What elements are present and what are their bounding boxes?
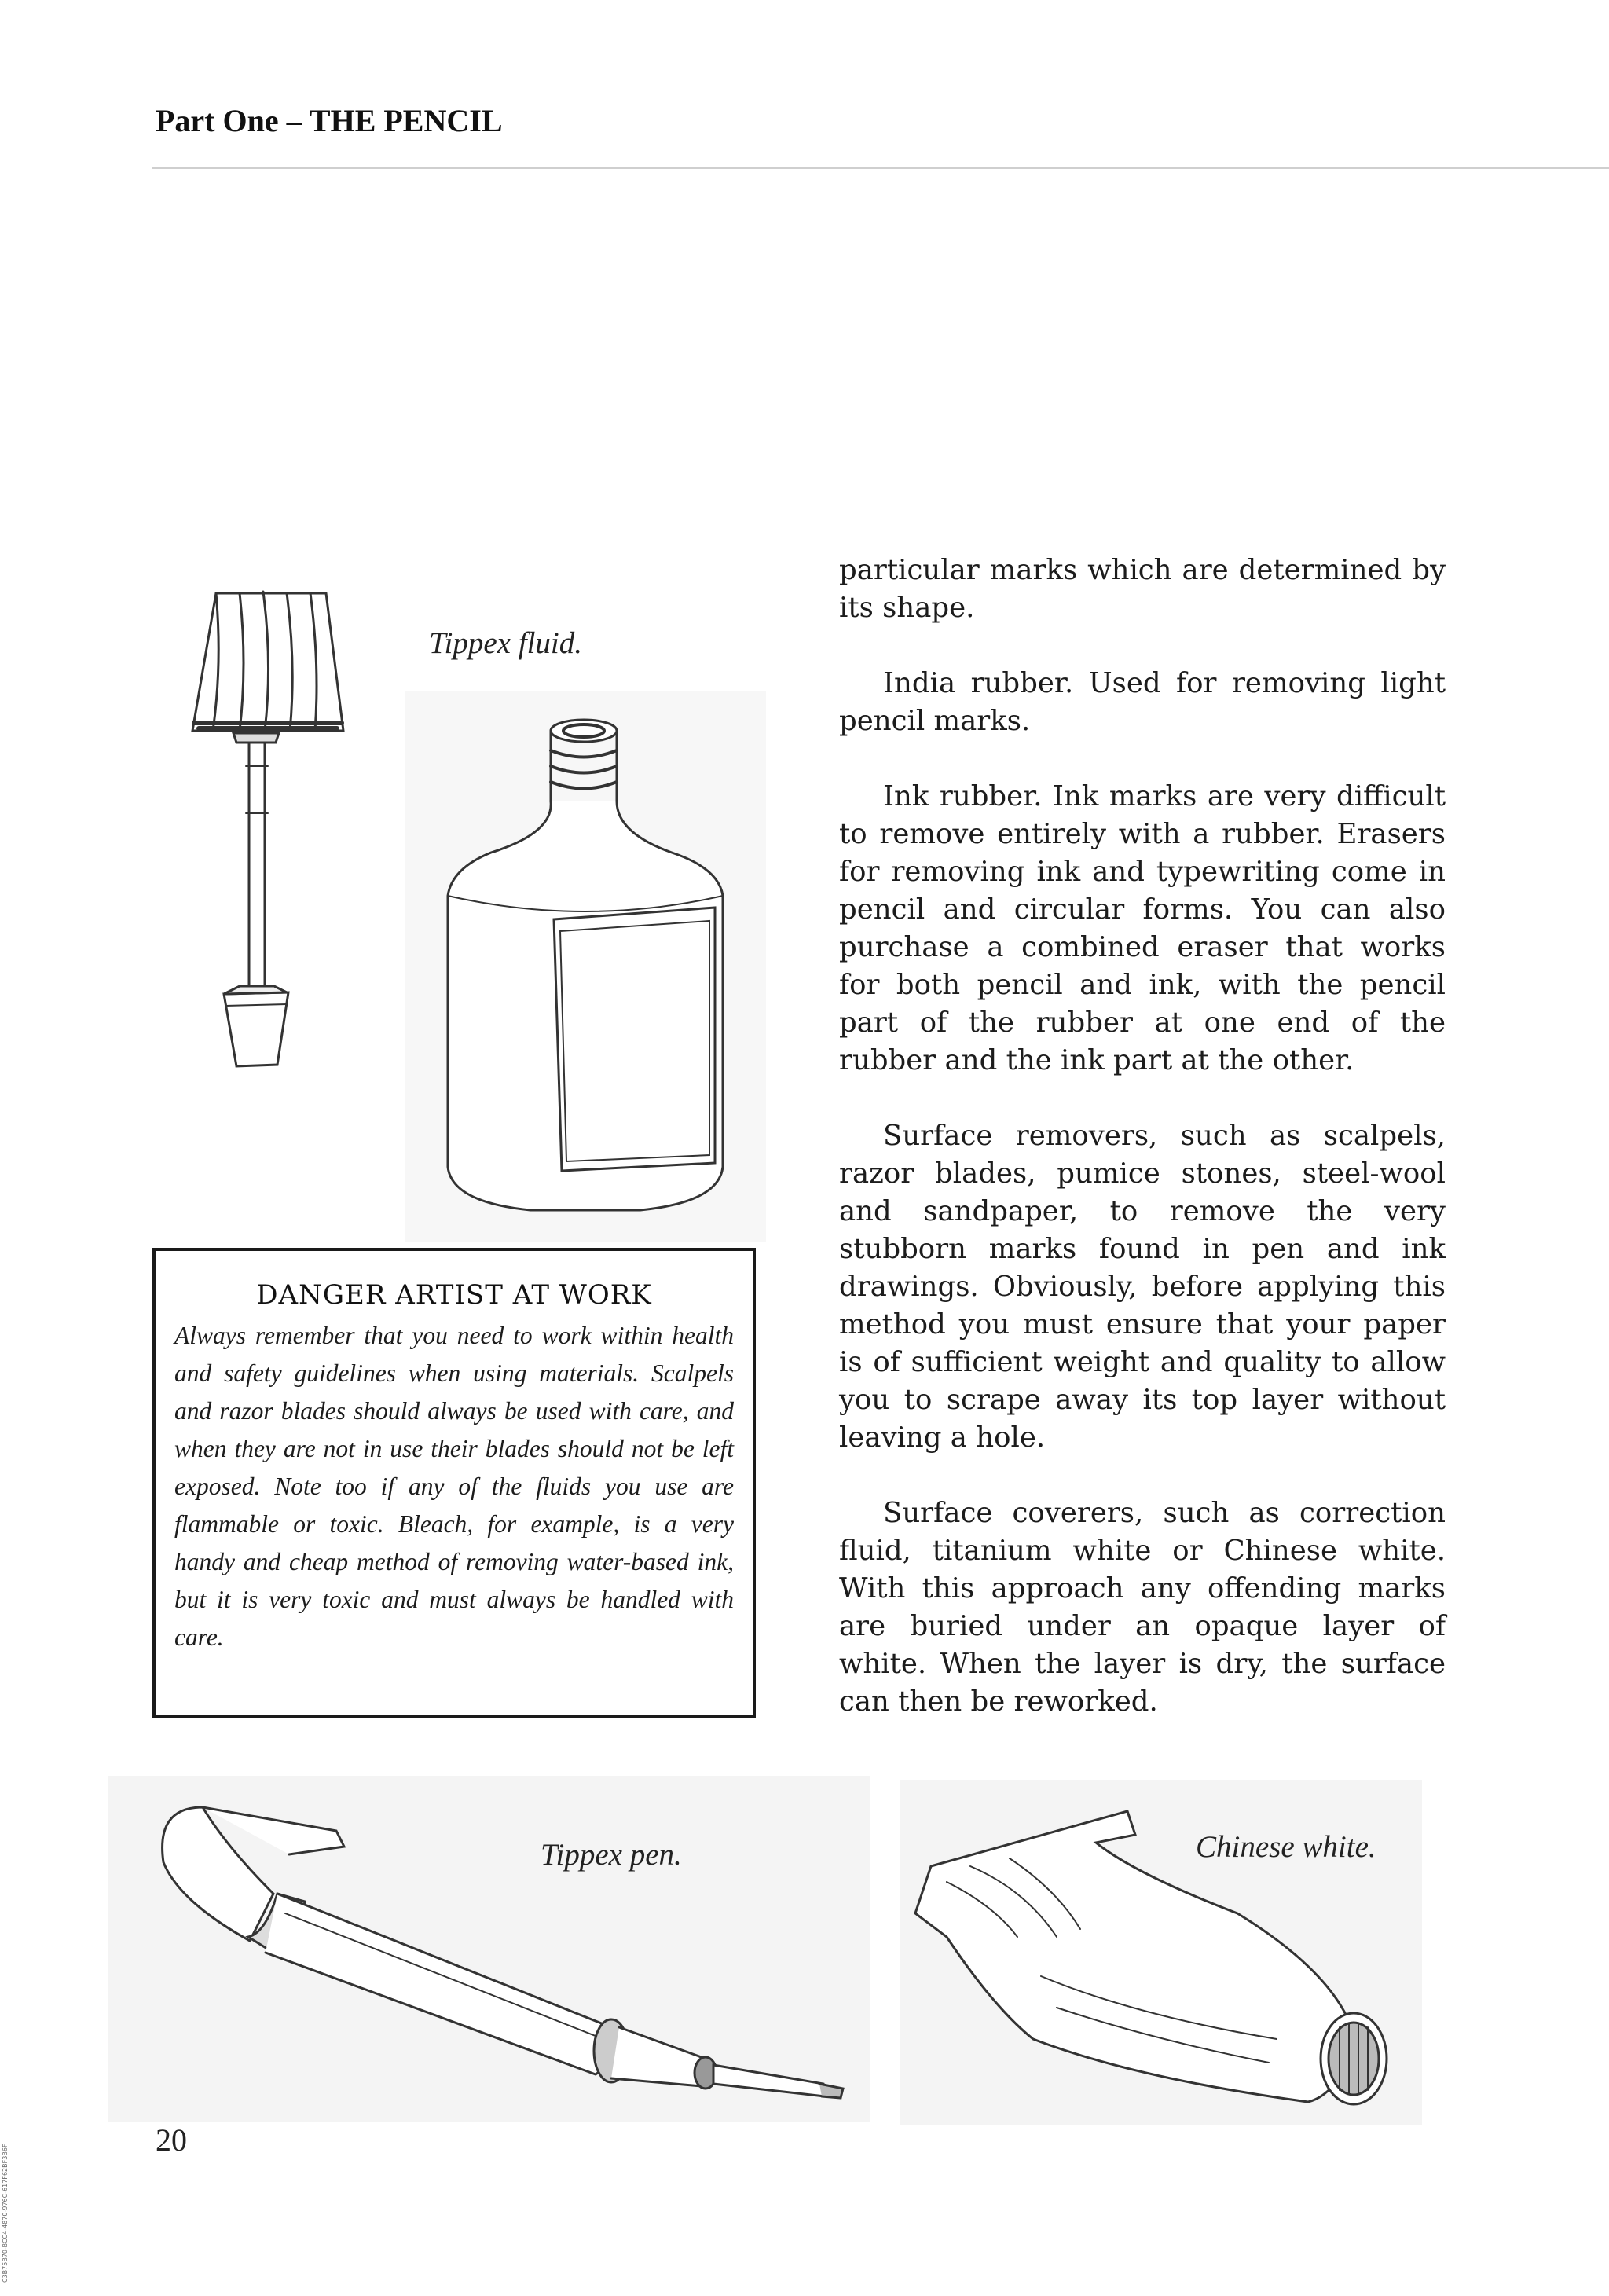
danger-callout-text: Always remember that you need to work within health and safety guidelines when using materials. Scalpels and razor blades should always be used with care, and when they are not in use their blades should not be left exposed. Note too if any of the fluids you use are flammable or toxic. Bleach, for example, is a very handy and cheap method of removing water-based ink, but it is very toxic and must always be handled with care.	[174, 1322, 734, 1651]
body-text	[839, 552, 1446, 1759]
body-paragraph: particular marks which are determined by its shape.	[839, 554, 1446, 624]
page-number: 20	[156, 2122, 187, 2158]
brush-applicator-icon	[161, 578, 350, 1088]
body-paragraph: Ink rubber. Ink marks are very difficult to remove entirely with a rubber. Erasers for removing ink and typewriting come in pencil and circular forms. You can also purchase a combined eraser that works for both pencil and ink, with the pencil part of the rubber at one end of the rubber and the ink part at the other.	[839, 780, 1446, 1076]
running-header: Part One – THE PENCIL	[156, 103, 503, 138]
danger-callout-box	[152, 1248, 756, 1718]
header-divider	[152, 167, 1609, 169]
caption-tippex-fluid: Tippex fluid.	[429, 626, 582, 660]
body-paragraph: Surface coverers, such as correction fluid, titanium white or Chinese white. With this approach any offending marks are buried under an opaque layer of white. When the layer is dry, the surface can then be reworked.	[839, 1497, 1446, 1718]
body-paragraph: Surface removers, such as scalpels, razor blades, pumice stones, steel-wool and sandpaper, to remove the very stubborn marks found in pen and ink drawings. Obviously, before applying this method you must ensure that your paper is of sufficient weight and quality to allow you to scrape away its top layer without leaving a hole.	[839, 1120, 1446, 1454]
caption-tippex-pen: Tippex pen.	[541, 1838, 682, 1872]
danger-callout-title: DANGER ARTIST AT WORK	[256, 1279, 652, 1311]
tippex-bottle-icon	[405, 691, 766, 1242]
tippex-pen-icon	[108, 1776, 870, 2122]
body-paragraph: India rubber. Used for removing light pencil marks.	[839, 667, 1446, 737]
document-id: C3B75B70-BCC4-4870-976C-617F62BF3B6F	[2, 2144, 9, 2283]
caption-chinese-white: Chinese white.	[1196, 1830, 1376, 1864]
